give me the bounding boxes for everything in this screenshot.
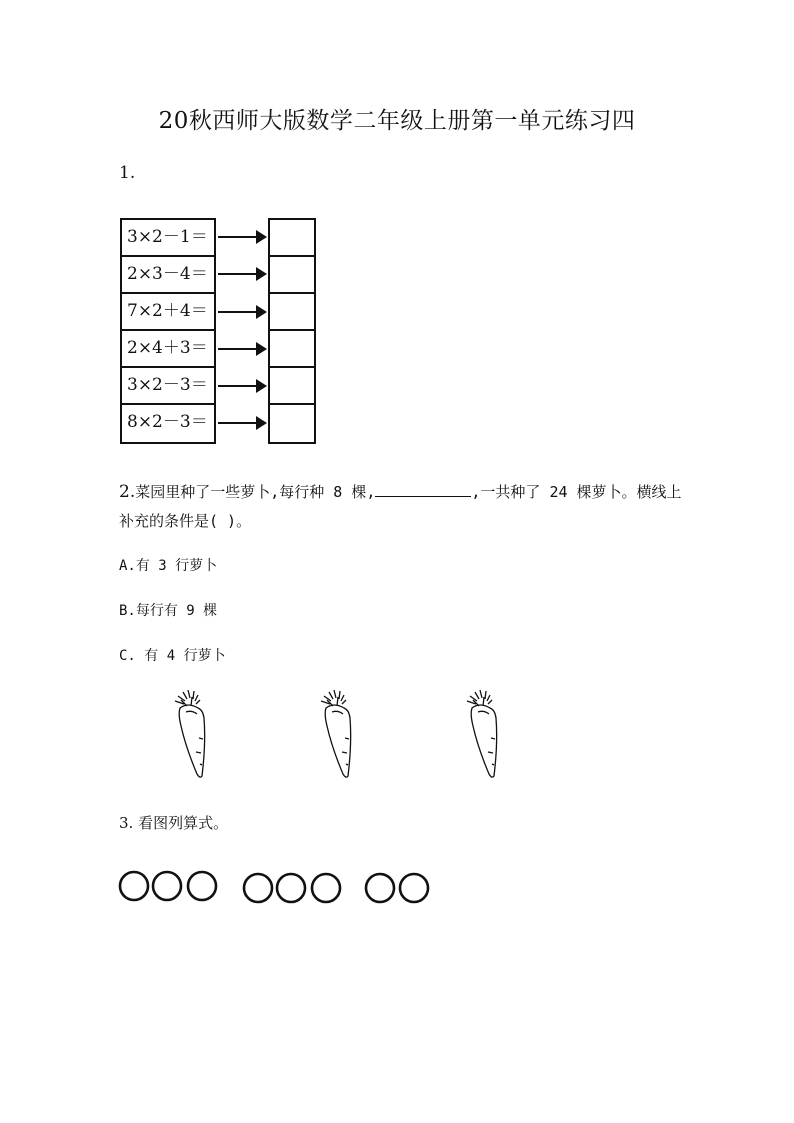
circle [277, 874, 305, 902]
equation-cell: 2×4＋3＝ [122, 331, 214, 368]
question-1-number: 1. [119, 163, 136, 183]
circle-groups [116, 868, 436, 908]
circle [120, 872, 148, 900]
answer-box[interactable] [270, 220, 314, 257]
answer-box[interactable] [270, 405, 314, 442]
option-b[interactable]: B.每行有 9 棵 [119, 603, 218, 619]
carrot-icon [458, 688, 508, 780]
circle [400, 874, 428, 902]
arrow-icon [218, 267, 267, 281]
carrot-icon [166, 688, 216, 780]
option-c[interactable]: C. 有 4 行萝卜 [119, 648, 226, 664]
question-2-stem-end: ,一共种了 24 棵萝卜。横线上补充的条件是( )。 [119, 483, 682, 530]
circle [312, 874, 340, 902]
question-3-text: 3. 看图列算式。 [119, 814, 229, 832]
arrow-column [216, 218, 268, 442]
circle [188, 872, 216, 900]
equation-cell: 3×2－1＝ [122, 220, 214, 257]
question-2-stem-start: 菜园里种了一些萝卜,每行种 8 棵, [135, 483, 376, 501]
equation-cell: 2×3－4＝ [122, 257, 214, 294]
arrow-icon [218, 379, 267, 393]
arrow-icon [218, 305, 267, 319]
answer-box[interactable] [270, 368, 314, 405]
circle [366, 874, 394, 902]
question-2-text [119, 478, 689, 536]
fill-in-blank[interactable] [375, 481, 471, 497]
option-a[interactable]: A.有 3 行萝卜 [119, 558, 218, 574]
answer-table [268, 218, 316, 444]
circle [153, 872, 181, 900]
circle [244, 874, 272, 902]
answer-box[interactable] [270, 331, 314, 368]
equation-table [120, 218, 216, 444]
equation-cell: 7×2＋4＝ [122, 294, 214, 331]
question-2-number: 2. [119, 482, 136, 502]
carrot-icon [312, 688, 362, 780]
arrow-icon [218, 342, 267, 356]
arrow-icon [218, 230, 267, 244]
equation-cell: 3×2－3＝ [122, 368, 214, 405]
page-title: 20秋西师大版数学二年级上册第一单元练习四 [158, 108, 636, 134]
answer-box[interactable] [270, 294, 314, 331]
arrow-icon [218, 416, 267, 430]
equation-cell: 8×2－3＝ [127, 412, 208, 432]
answer-box[interactable] [270, 257, 314, 294]
